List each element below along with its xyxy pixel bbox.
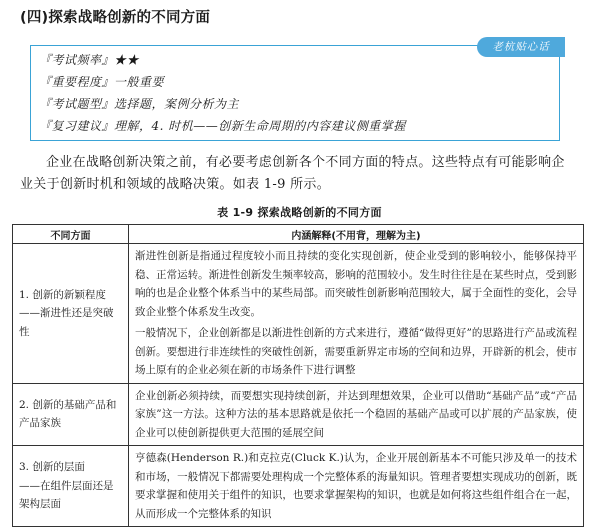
header-explanation: 内涵解释(不用背，理解为主) [129, 225, 584, 244]
explanation-cell [129, 244, 584, 384]
explanation-paragraph: 亨德森(Henderson R.)和克拉克(Cluck K.)认为，企业开展创新基本不可能只涉及单一的技术和市场，一般情况下都需要处理构成一个完整体系的海量知识。管理者要想实现成功的创新，既要求掌握和使用关于组件的知识，也要求掌握架构的知识，也就是如何将这些组件组合在一起，从而形成一个完整体系的知识 [135, 452, 577, 520]
explanation-paragraph: 一般情况下，企业创新都是以渐进性创新的方式来进行，遵循“做得更好”的思路进行产品或流程创新。要想进行非连续性的突破性创新，需要重新界定市场的空间和边界，开辟新的机会，使市场上原有的企业必须在新的市场条件下进行调整 [135, 327, 577, 376]
table-row [13, 244, 584, 384]
tip-line-frequency: 『考试频率』★★ [39, 53, 140, 67]
innovation-aspects-table [12, 224, 584, 527]
explanation-cell [129, 446, 584, 527]
table-caption: 表 1-9 探索战略创新的不同方面 [217, 206, 382, 219]
header-aspect: 不同方面 [13, 225, 129, 244]
tips-badge: 老杭贴心话 [477, 37, 565, 57]
tip-line-review-advice: 『复习建议』理解，4. 时机——创新生命周期的内容建议侧重掌握 [39, 119, 406, 133]
explanation-cell [129, 383, 584, 446]
section-heading: (四)探索战略创新的不同方面 [20, 10, 211, 26]
tip-line-importance: 『重要程度』一般重要 [39, 75, 165, 89]
table-row [13, 446, 584, 527]
aspect-cell: 3. 创新的层面 ——在组件层面还是架构层面 [13, 446, 129, 527]
explanation-paragraph: 渐进性创新是指通过程度较小而且持续的变化实现创新，使企业受到的影响较小，能够保持平稳、正常运转。渐进性创新发生频率较高，影响的范围较小。发生时往往是在某些时点，受到影响的也是企业整个体系当中的某些局部。而突破性创新影响范围较大，属于全面性的变化，会导致企业整个体系发生改变。 [135, 250, 577, 318]
aspect-cell: 2. 创新的基础产品和产品家族 [13, 383, 129, 446]
tip-line-question-type: 『考试题型』选择题，案例分析为主 [39, 97, 240, 111]
explanation-paragraph: 企业创新必须持续，而要想实现持续创新，并达到理想效果，企业可以借助“基础产品”或“产品家族”这一方法。这种方法的基本思路就是依托一个稳固的基础产品或可以扩展的产品家族，使企业可以使创新提供更大范围的延展空间 [135, 389, 577, 439]
exam-tips-box [30, 41, 560, 141]
intro-paragraph: 企业在战略创新决策之前，有必要考虑创新各个不同方面的特点。这些特点有可能影响企业关于创新时机和领域的战略决策。如表 1-9 所示。 [20, 155, 565, 192]
aspect-cell: 1. 创新的新颖程度 ——渐进性还是突破性 [13, 244, 129, 384]
table-header-row [13, 225, 584, 244]
table-row [13, 383, 584, 446]
